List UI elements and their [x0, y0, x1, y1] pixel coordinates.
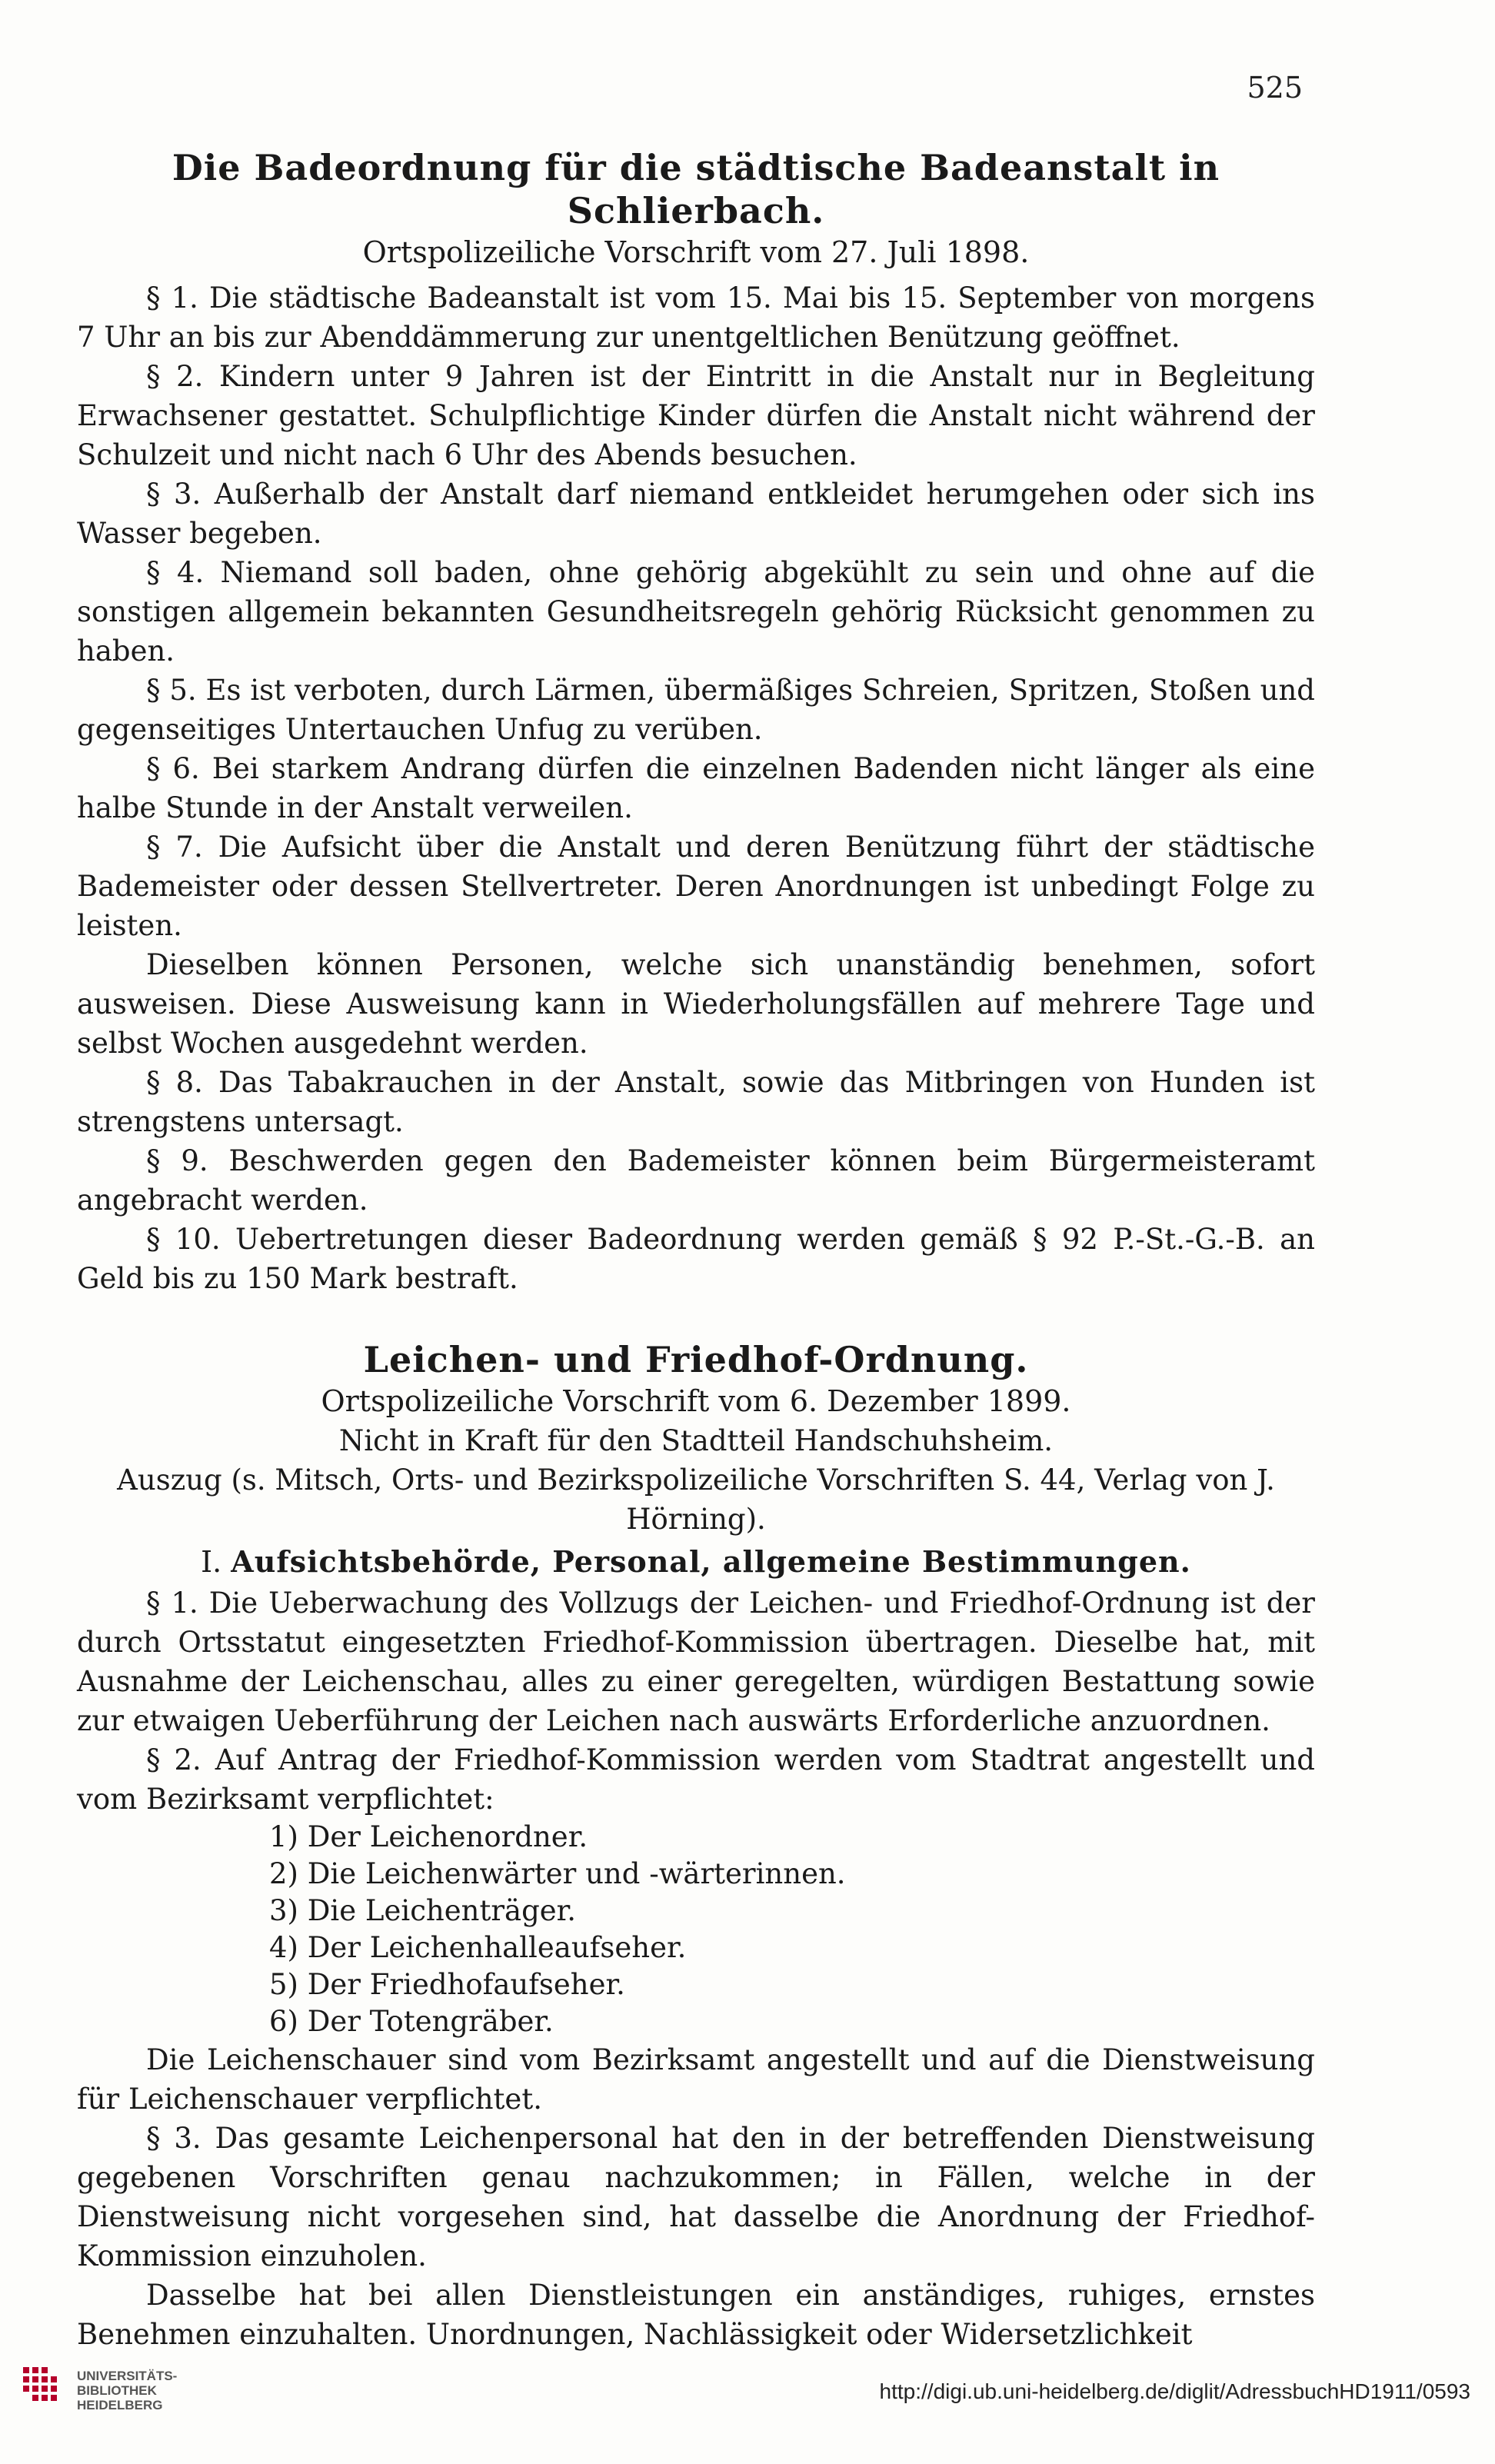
- friedhof-paragraph: § 3. Das gesamte Leichenpersonal hat den in der betreffenden Dienstweisung gegebenen Vorschriften genau nachzukommen; in Fällen, welche in der Dienstweisung nicht vorgesehen sind, hat dasselbe die Anordnung der Friedhof-Kommission einzuholen.: [77, 2122, 1315, 2273]
- personnel-list: [77, 1819, 1315, 2040]
- badeordnung-subtitle: Ortspolizeiliche Vorschrift vom 27. Juli 1898.: [362, 235, 1030, 269]
- list-item: 6) Der Totengräber.: [269, 2005, 554, 2038]
- friedhof-paragraph: § 1. Die Ueberwachung des Vollzugs der Leichen- und Friedhof-Ordnung ist der durch Ortsstatut eingesetzten Friedhof-Kommission übertragen. Dieselbe hat, mit Ausnahme der Leichenschau, alles zu einer geregelten, würdigen Bestattung sowie zur etwaigen Ueberführung der Leichen nach auswärts Erforderliche anzuordnen.: [77, 1587, 1315, 1737]
- badeordnung-paragraph: § 7. Die Aufsicht über die Anstalt und deren Benützung führt der städtische Bademeister oder dessen Stellvertreter. Deren Anordnungen ist unbedingt Folge zu leisten.: [77, 831, 1315, 942]
- badeordnung-paragraph: § 2. Kindern unter 9 Jahren ist der Eintritt in die Anstalt nur in Begleitung Erwachsener gestattet. Schulpflichtige Kinder dürfen die Anstalt nicht während der Schulzeit und nicht nach 6 Uhr des Abends besuchen.: [77, 360, 1315, 471]
- page-content: [77, 146, 1315, 2354]
- list-item: 4) Der Leichenhalleaufseher.: [269, 1931, 687, 1964]
- friedhof-subheading: [77, 1540, 1315, 1583]
- library-name-line: UNIVERSITÄTS-: [77, 2369, 178, 2383]
- badeordnung-paragraph: § 3. Außerhalb der Anstalt darf niemand entkleidet herumgehen oder sich ins Wasser begeben.: [77, 478, 1315, 550]
- library-name: [77, 2369, 177, 2412]
- badeordnung-paragraph: Dieselben können Personen, welche sich unanständig benehmen, sofort ausweisen. Diese Ausweisung kann in Wiederholungsfällen auf mehrere Tage und selbst Wochen ausgedehnt werden.: [77, 948, 1315, 1060]
- badeordnung-title: Die Badeordnung für die städtische Badeanstalt in Schlierbach.: [171, 147, 1220, 231]
- source-url-link[interactable]: http://digi.ub.uni-heidelberg.de/diglit/AdressbuchHD1911/0593: [879, 2379, 1470, 2403]
- badeordnung-paragraph: § 1. Die städtische Badeanstalt ist vom 15. Mai bis 15. September von morgens 7 Uhr an bis zur Abenddämmerung zur unentgeltlichen Benützung geöffnet.: [77, 281, 1315, 354]
- friedhof-paragraph: § 2. Auf Antrag der Friedhof-Kommission werden vom Stadtrat angestellt und vom Bezirksamt verpflichtet:: [77, 1743, 1315, 1816]
- list-item: 3) Die Leichenträger.: [269, 1894, 577, 1927]
- friedhof-paragraph: Die Leichenschauer sind vom Bezirksamt angestellt und auf die Dienstweisung für Leichenschauer verpflichtet.: [77, 2043, 1315, 2116]
- list-item: 1) Der Leichenordner.: [269, 1820, 588, 1853]
- badeordnung-paragraph: § 9. Beschwerden gegen den Bademeister können beim Bürgermeisteramt angebracht werden.: [77, 1144, 1315, 1217]
- footer: [0, 2338, 1495, 2438]
- subheading-text: Aufsichtsbehörde, Personal, allgemeine Bestimmungen.: [231, 1544, 1191, 1579]
- badeordnung-paragraph: § 6. Bei starkem Andrang dürfen die einzelnen Badenden nicht länger als eine halbe Stunde in der Anstalt verweilen.: [77, 752, 1315, 824]
- badeordnung-paragraph: § 4. Niemand soll baden, ohne gehörig abgekühlt zu sein und ohne auf die sonstigen allgemein bekannten Gesundheitsregeln gehörig Rücksicht genommen zu haben.: [77, 556, 1315, 668]
- friedhof-paragraph: Dasselbe hat bei allen Dienstleistungen ein anständiges, ruhiges, ernstes Benehmen einzuhalten. Unordnungen, Nachlässigkeit oder Widersetzlichkeit: [77, 2279, 1315, 2351]
- friedhof-excerpt: Auszug (s. Mitsch, Orts- und Bezirkspolizeiliche Vorschriften S. 44, Verlag von J. Hörning).: [117, 1463, 1275, 1536]
- friedhof-note: Nicht in Kraft für den Stadtteil Handschuhsheim.: [338, 1424, 1054, 1457]
- university-library-logo-icon: [20, 2364, 66, 2410]
- library-name-line: BIBLIOTHEK: [77, 2383, 157, 2398]
- friedhof-title: Leichen- und Friedhof-Ordnung.: [363, 1339, 1029, 1380]
- page-number: 525: [1247, 71, 1303, 105]
- badeordnung-paragraph: § 8. Das Tabakrauchen in der Anstalt, sowie das Mitbringen von Hunden ist strengstens untersagt.: [77, 1066, 1315, 1138]
- badeordnung-paragraph: § 5. Es ist verboten, durch Lärmen, übermäßiges Schreien, Spritzen, Stoßen und gegenseitiges Untertauchen Unfug zu verüben.: [77, 674, 1315, 746]
- library-name-line: HEIDELBERG: [77, 2398, 163, 2412]
- list-item: 5) Der Friedhofaufseher.: [269, 1968, 625, 2001]
- friedhof-subtitle: Ortspolizeiliche Vorschrift vom 6. Dezember 1899.: [321, 1384, 1071, 1418]
- badeordnung-paragraph: § 10. Uebertretungen dieser Badeordnung werden gemäß § 92 P.-St.-G.-B. an Geld bis zu 150 Mark bestraft.: [77, 1223, 1315, 1295]
- list-item: 2) Die Leichenwärter und -wärterinnen.: [269, 1857, 846, 1890]
- subheading-number: I.: [201, 1545, 222, 1579]
